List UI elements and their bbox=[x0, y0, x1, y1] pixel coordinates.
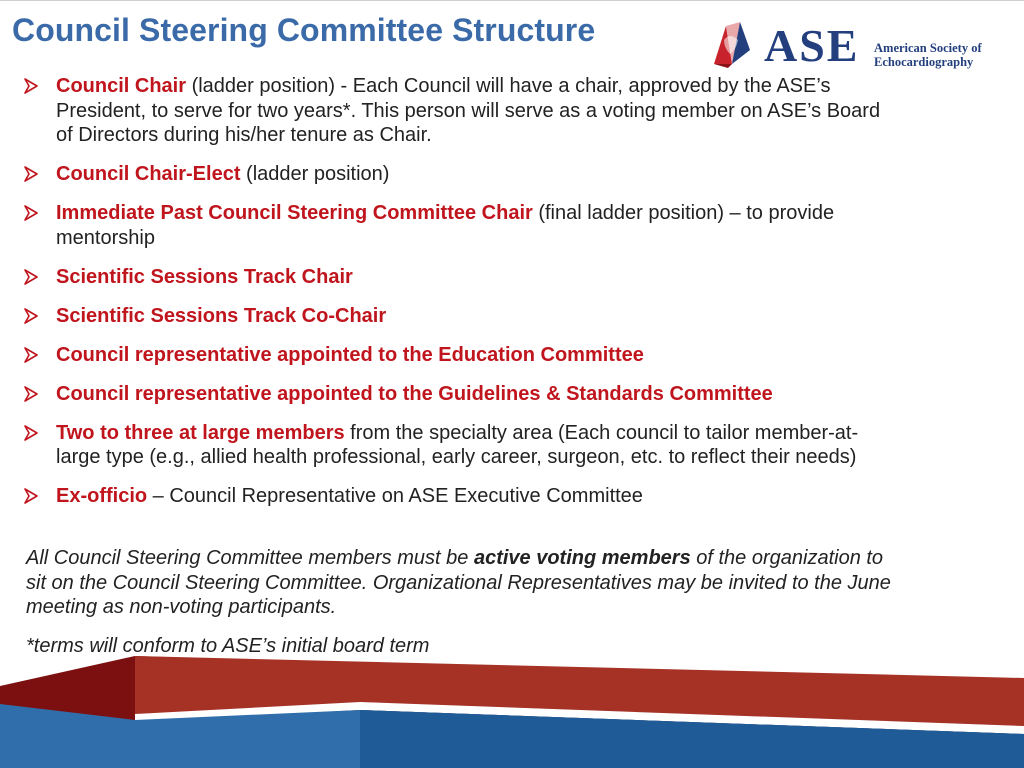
logo-subtitle bbox=[874, 41, 982, 69]
bullet-item bbox=[24, 421, 884, 470]
bullet-text: (ladder position) bbox=[240, 163, 390, 185]
arrow-bullet-icon bbox=[24, 307, 38, 325]
bullet-item bbox=[24, 343, 884, 368]
note-bold: active voting members bbox=[473, 547, 691, 569]
term-footnote: *terms will conform to ASE’s initial board term bbox=[26, 635, 430, 657]
bullet-item bbox=[24, 201, 884, 250]
arrow-bullet-icon bbox=[24, 204, 38, 222]
bullet-item bbox=[24, 74, 884, 148]
arrow-bullet-icon bbox=[24, 424, 38, 442]
membership-note bbox=[26, 546, 906, 620]
bullet-item bbox=[24, 304, 884, 329]
bullet-list bbox=[24, 74, 884, 523]
bullet-item bbox=[24, 382, 884, 407]
bullet-text: (final ladder position) – to provide mentorship bbox=[56, 202, 835, 249]
bullet-highlight: Two to three at large members bbox=[56, 421, 345, 444]
bullet-text: – Council Representative on ASE Executive Committee bbox=[147, 485, 643, 507]
bullet-highlight: Ex-officio bbox=[56, 485, 148, 507]
arrow-bullet-icon bbox=[24, 385, 38, 403]
arrow-bullet-icon bbox=[24, 487, 38, 505]
bullet-item bbox=[24, 162, 884, 187]
arrow-bullet-icon bbox=[24, 346, 38, 364]
bullet-highlight: Council Chair bbox=[56, 75, 187, 97]
bullet-highlight: Immediate Past Council Steering Committee Chair bbox=[56, 202, 533, 224]
footer-banner bbox=[0, 640, 1024, 768]
note-post: of the organization to sit on the Council Steering Committee. Organizational Representatives may be invited to the June meeting as non-voting participants. bbox=[26, 547, 891, 618]
bullet-text: from the specialty area (Each council to tailor member-at-large type (e.g., allied health professional, early career, surgeon, etc. to reflect their needs) bbox=[56, 421, 859, 468]
bullet-item bbox=[24, 484, 884, 509]
bullet-highlight: Council representative appointed to the Education Committee bbox=[56, 343, 644, 366]
bullet-item bbox=[24, 265, 884, 290]
note-pre: All Council Steering Committee members must be bbox=[26, 547, 474, 569]
bullet-highlight: Council representative appointed to the Guidelines & Standards Committee bbox=[56, 382, 773, 405]
arrow-bullet-icon bbox=[24, 268, 38, 286]
arrow-bullet-icon bbox=[24, 77, 38, 95]
ase-logo bbox=[706, 20, 1002, 76]
bullet-highlight: Scientific Sessions Track Chair bbox=[56, 265, 353, 288]
heart-logo-icon bbox=[706, 20, 756, 70]
bullet-highlight: Council Chair-Elect bbox=[56, 163, 241, 185]
logo-subtitle-line1: American Society of bbox=[874, 41, 982, 55]
logo-wordmark: ASE bbox=[764, 20, 860, 71]
arrow-bullet-icon bbox=[24, 165, 38, 183]
logo-subtitle-line2: Echocardiography bbox=[874, 55, 974, 69]
top-rule bbox=[0, 0, 1024, 1]
bullet-highlight: Scientific Sessions Track Co-Chair bbox=[56, 304, 387, 327]
slide-title: Council Steering Committee Structure bbox=[12, 12, 596, 48]
bullet-text: (ladder position) - Each Council will have a chair, approved by the ASE’s President, to serve for two years*. This person will serve as a voting member on ASE’s Board of Directors during his/her tenure as Chair. bbox=[56, 75, 881, 146]
